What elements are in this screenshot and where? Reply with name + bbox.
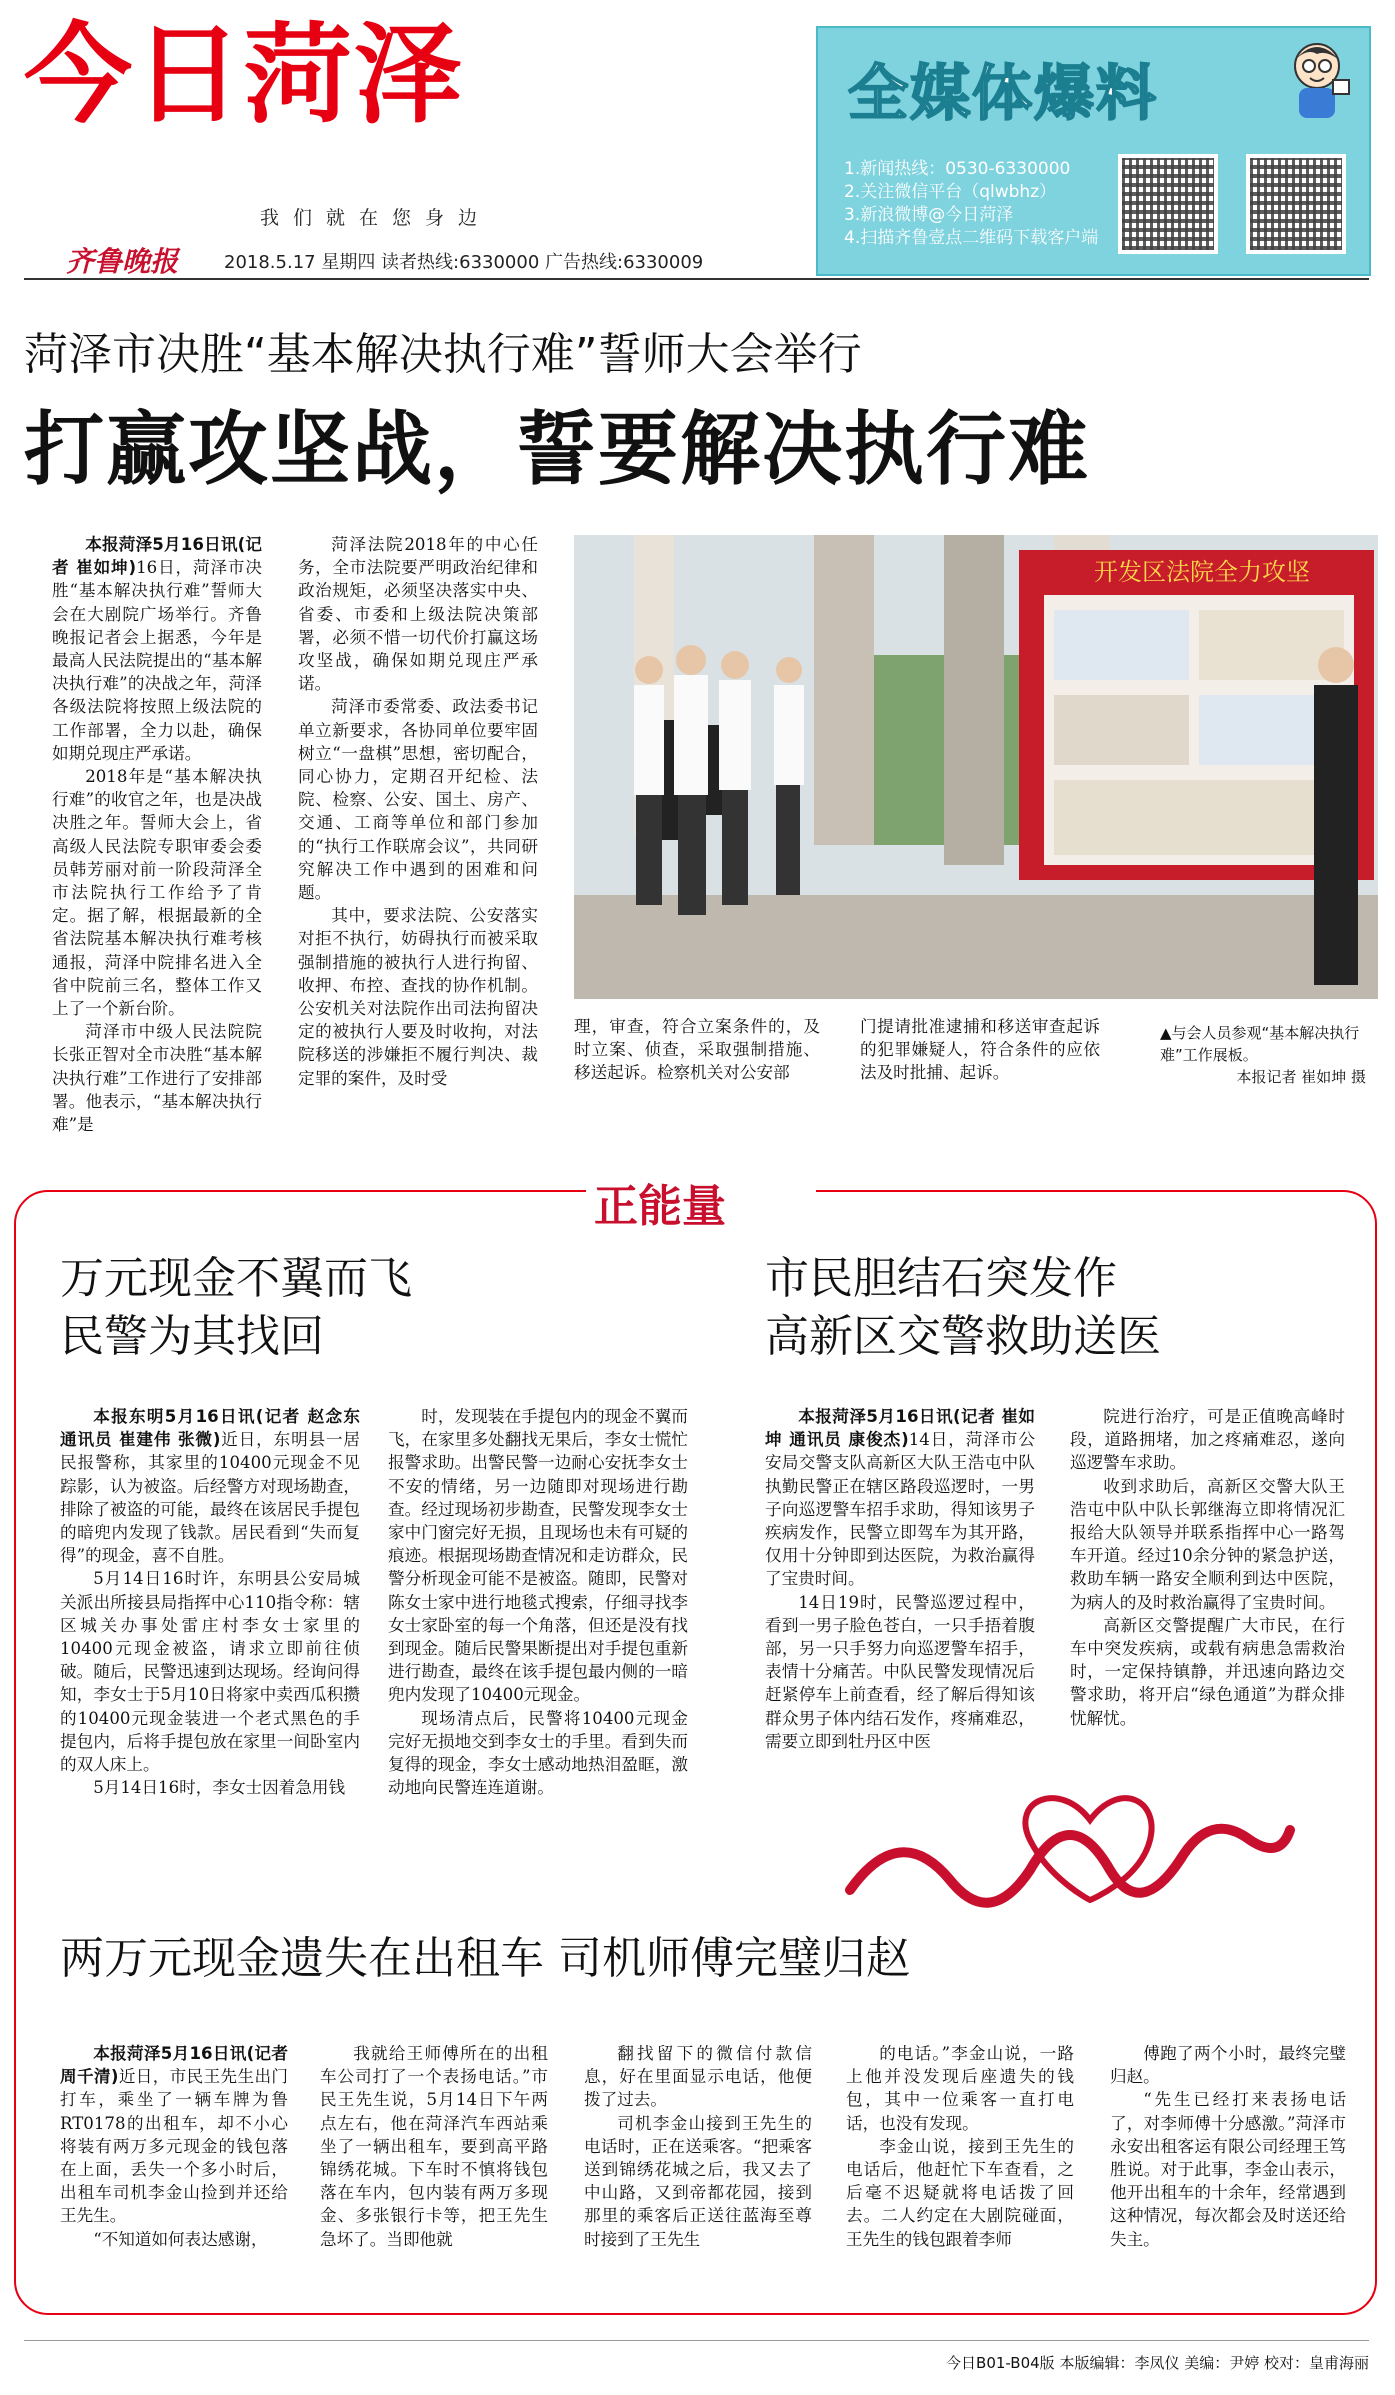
masthead-slogan: 我们就在您身边 (260, 207, 492, 229)
lead-kicker: 菏泽市决胜“基本解决执行难”誓师大会举行 (24, 329, 862, 380)
qr-code-wechat[interactable] (1118, 154, 1218, 254)
story3-byline: 本报菏泽5月16日讯(记者 周千清) (60, 2044, 288, 2087)
lead-column-3: 理，审查，符合立案条件的，及时立案、侦查，采取强制措施、移送起诉。检察机关对公安部 (574, 1017, 820, 1083)
story1-column-2: 时，发现装在手提包内的现金不翼而飞，在家里多处翻找无果后，李女士慌忙报警求助。出警民警一边耐心安抚李女士不安的情绪，另一边随即对现场进行勘查。经过现场初步勘查，民警发现李女士家中门窗完好无损，且现场也未有可疑的痕迹。根据现场勘查情况和走访群众，民警分析现金可能不是被盗。随即，民警对陈女士家中进行地毯式搜索，仔细寻找李女士家卧室的每一个角落，但还是没有找到现金。随后民警果断提出对手提包重新进行勘查，最终在该手提包最内侧的一暗兜内发现了10400元现金。 现场清点后，民警将10400元现金完好无损地交到李女士的手里。看到失而复得的现金，李女士感动地热泪盈眶，激动地向民警连连道谢。 (388, 1407, 688, 1798)
story3-column-1: 本报菏泽5月16日讯(记者 周千清)近日，市民王先生出门打车，乘坐了一辆车牌为鲁RT0178的出租车，却不小心将装有两万多元现金的钱包落在上面，丢失一个多小时后，出租车司机李金山捡到并还给王先生。 “不知道如何表达感谢， (60, 2044, 288, 2249)
tip-line: 4.扫描齐鲁壹点二维码下载客户端 (844, 228, 1099, 248)
story2-byline: 本报菏泽5月16日讯(记者 崔如坤 通讯员 康俊杰) (765, 1407, 1035, 1450)
story1-headline: 万元现金不翼而飞 民警为其找回 (60, 1253, 412, 1362)
news-tip-box (816, 26, 1371, 276)
story1-column-1: 本报东明5月16日讯(记者 赵念东 通讯员 崔建伟 张微)近日，东明县一居民报警称，其家里的10400元现金不见踪影，认为被盗。后经警方对现场勘查，排除了被盗的可能，最终在该居民手提包的暗兜内发现了钱款。居民看到“失而复得”的现金，喜不自胜。 5月14日16时许，东明县公安局城关派出所接县局指挥中心110指令称：辖区城关办事处雷庄村李女士家里的10400元现金被盗，请求立即前往侦破。随后，民警迅速到达现场。经询问得知，李女士于5月10日将家中卖西瓜积攒的10400元现金装进一个老式黑色的手提包内，后将手提包放在家里一间卧室内的双人床上。 5月14日16时，李女士因着急用钱 (60, 1407, 360, 1798)
lead-byline: 本报菏泽5月16日讯(记者 崔如坤) (52, 535, 262, 578)
story2-headline: 市民胆结石突发作 高新区交警救助送医 (765, 1253, 1161, 1362)
story2-column-1: 本报菏泽5月16日讯(记者 崔如坤 通讯员 康俊杰)14日，菏泽市公安局交警支队高新区大队王浩屯中队执勤民警正在辖区路段巡逻时，一男子向巡逻警车招手求助，得知该男子疾病发作，民警立即驾车为其开路，仅用十分钟即到达医院，为救治赢得了宝贵时间。 14日19时，民警巡逻过程中，看到一男子脸色苍白，一只手捂着腹部，另一只手努力向巡逻警车招手，表情十分痛苦。中队民警发现情况后赶紧停车上前查看，经了解后得知该群众男子体内结石发作，疼痛难忍，需要立即到牡丹区中医 (765, 1407, 1035, 1751)
red-ribbon-decoration (840, 1760, 1300, 1950)
story3-column-3: 翻找留下的微信付款信息，好在里面显示电话，他便拨了过去。 司机李金山接到王先生的电话时，正在送乘客。“把乘客送到锦绣花城之后，我又去了中山路，又到帝都花园，接到那里的乘客后正送往蓝海至尊时接到了王先生 (584, 2044, 812, 2249)
tip-box-title: 全媒体爆料 (848, 59, 1158, 129)
section-label: 正能量 (594, 1181, 726, 1232)
cartoon-reporter-icon (1277, 36, 1357, 122)
story3-headline: 两万元现金遗失在出租车 司机师傅完璧归赵 (60, 1933, 910, 1984)
lead-column-2: 菏泽法院2018年的中心任务，全市法院要严明政治纪律和政治规矩，必须坚决落实中央、省委、市委和上级法院决策部署，必须不惜一切代价打赢这场攻坚战，确保如期兑现庄严承诺。 菏泽市委常委、政法委书记单立新要求，各协同单位要牢固树立“一盘棋”思想，密切配合，同心协力，定期召开纪检、法院、检察、公安、国土、房产、交通、工商等单位和部门参加的“执行工作联席会议”，共同研究解决工作中遇到的困难和问题。 其中，要求法院、公安落实对拒不执行，妨碍执行而被采取强制措施的被执行人进行拘留、收押、布控、查找的协作机制。公安机关对法院作出司法拘留决定的被执行人要及时收拘，对法院移送的涉嫌拒不履行判决、裁定罪的案件，及时受 (298, 535, 538, 1088)
lead-photo (574, 535, 1378, 999)
story2-column-2: 院进行治疗，可是正值晚高峰时段，道路拥堵，加之疼痛难忍，遂向巡逻警车求助。 收到求助后，高新区交警大队王浩屯中队中队长郭继海立即将情况汇报给大队领导并联系指挥中心一路驾车开道。经过10余分钟的紧急护送，救助车辆一路安全顺利到达中医院，为病人的及时救治赢得了宝贵时间。 高新区交警提醒广大市民，在行车中突发疾病，或载有病患急需救治时，一定保持镇静，并迅速向路边交警求助，将开启“绿色通道”为群众排忧解忧。 (1070, 1407, 1345, 1728)
page-footer: 今日B01-B04版 本版编辑：李凤仪 美编：尹婷 校对：皇甫海丽 (946, 2354, 1369, 2372)
dateline: 2018.5.17 星期四 读者热线:6330000 广告热线:6330009 (224, 252, 704, 273)
masthead-rule (24, 278, 1369, 280)
photo-caption: ▲与会人员参观“基本解决执行难”工作展板。 本报记者 崔如坤 摄 (1160, 1022, 1372, 1088)
tip-box-lines (844, 158, 1098, 250)
photo-board-text: 开发区法院全力攻坚 (1094, 558, 1310, 586)
story3-column-4: 的电话。”李金山说，一路上他并没发现后座遗失的钱包，其中一位乘客一直打电话，也没有发现。 李金山说，接到王先生的电话后，他赶忙下车查看，之后毫不迟疑就将电话拨了回去。二人约定在大剧院碰面，王先生的钱包跟着李师 (846, 2044, 1074, 2249)
photo-credit: 本报记者 崔如坤 摄 (1236, 1068, 1366, 1086)
tip-line: 2.关注微信平台（qlwbhz） (844, 182, 1057, 202)
story1-byline: 本报东明5月16日讯(记者 赵念东 通讯员 崔建伟 张微) (60, 1407, 360, 1450)
story3-column-2: 我就给王师傅所在的出租车公司打了一个表扬电话。”市民王先生说，5月14日下午两点左右，他在菏泽汽车西站乘坐了一辆出租车，要到高平路锦绣花城。下车时不慎将钱包落在车内，包内装有两万多现金、多张银行卡等，把王先生急坏了。当即他就 (320, 2044, 548, 2249)
lead-headline: 打赢攻坚战，誓要解决执行难 (24, 403, 1090, 496)
tip-line: 1.新闻热线：0530-6330000 (844, 159, 1071, 179)
footer-rule (24, 2340, 1369, 2341)
tip-line: 3.新浪微博@今日菏泽 (844, 205, 1014, 225)
story3-column-5: 傅跑了两个小时，最终完璧归赵。 “先生已经打来表扬电话了，对李师傅十分感激。”菏泽市永安出租客运有限公司经理王笃胜说。对于此事，李金山表示，他开出租车的十余年，经常遇到这种情况，每次都会及时送还给失主。 (1110, 2044, 1346, 2249)
qr-code-app[interactable] (1246, 154, 1346, 254)
lead-column-1: 本报菏泽5月16日讯(记者 崔如坤)16日，菏泽市决胜“基本解决执行难”誓师大会在大剧院广场举行。齐鲁晚报记者会上据悉，今年是最高人民法院提出的“基本解决执行难”的决战之年，菏泽各级法院将按照上级法院的工作部署，全力以赴，确保如期兑现庄严承诺。 2018年是“基本解决执行难”的收官之年，也是决战决胜之年。誓师大会上，省高级人民法院专职审委会委员韩芳丽对前一阶段菏泽全市法院执行工作给予了肯定。据了解，根据最新的全省法院基本解决执行难考核通报，菏泽中院排名进入全省中院前三名，整体工作又上了一个新台阶。 菏泽市中级人民法院院长张正智对全市决胜“基本解决执行难”工作进行了安排部署。他表示，“基本解决执行难”是 (52, 535, 262, 1135)
lead-column-4: 门提请批准逮捕和移送审查起诉的犯罪嫌疑人，符合条件的应依法及时批捕、起诉。 (860, 1017, 1100, 1083)
brand-logo: 齐鲁晚报 (66, 245, 179, 278)
masthead-title: 今日菏泽 (24, 13, 465, 138)
